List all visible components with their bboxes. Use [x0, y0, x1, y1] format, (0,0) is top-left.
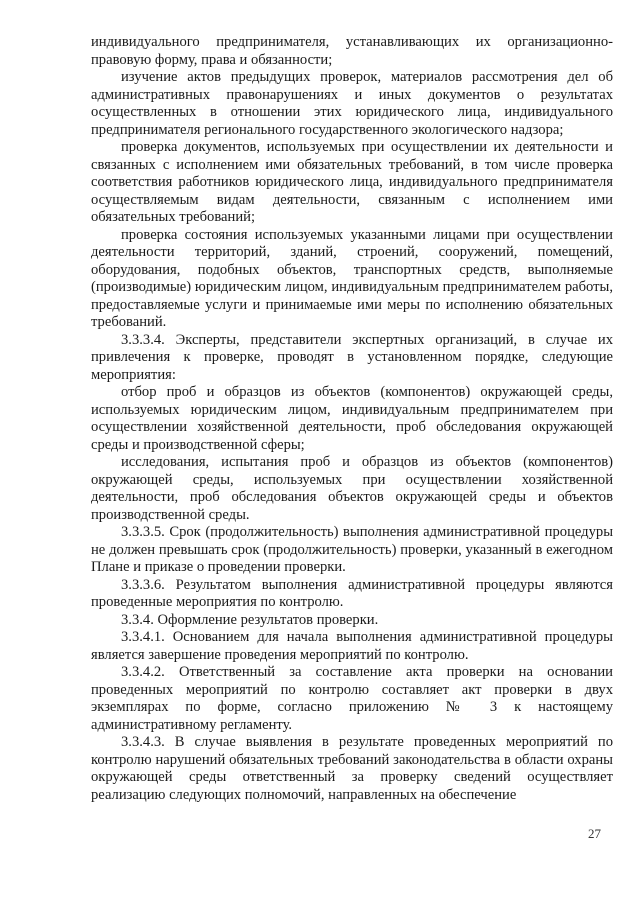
paragraph-11: 3.3.4.1. Основанием для начала выполнения административной процедуры является завершение проведения мероприятий по контролю.: [91, 629, 613, 663]
paragraph-12: 3.3.4.2. Ответственный за составление акта проверки на основании проведенных мероприятий по контролю составляет акт проверки в двух экземплярах по форме, согласно приложению № 3 к настоящему административному регламенту.: [91, 664, 613, 733]
paragraph-9: 3.3.3.6. Результатом выполнения административной процедуры являются проведенные мероприятия по контролю.: [91, 576, 613, 610]
paragraph-7: исследования, испытания проб и образцов из объектов (компонентов) окружающей среды, используемых при осуществлении хозяйственной деятельности, проб обследования объектов окружающей среды и объектов производственной среды.: [91, 454, 613, 523]
paragraph-1: индивидуального предпринимателя, устанавливающих их организационно-правовую форму, права и обязанности;: [91, 34, 613, 68]
paragraph-5: 3.3.3.4. Эксперты, представители экспертных организаций, в случае их привлечения к проверке, проводят в установленном порядке, следующие мероприятия:: [91, 331, 613, 383]
paragraph-3: проверка документов, используемых при осуществлении их деятельности и связанных с исполнением ими обязательных требований, в том числе проверка соответствия работников юридического лица, индивидуального предпринимателя осуществляемым видам деятельности, связанным с исполнением ими обязательных требований;: [91, 139, 613, 225]
paragraph-4: проверка состояния используемых указанными лицами при осуществлении деятельности территорий, зданий, строений, сооружений, помещений, оборудования, подобных объектов, транспортных средств, выполняемые (производимые) юридическим лицом, индивидуальным предпринимателем работы, предоставляемые услуги и принимаемые ими меры по исполнению обязательных требований.: [91, 226, 613, 330]
paragraph-2: изучение актов предыдущих проверок, материалов рассмотрения дел об административных правонарушениях и иных документов о результатах осуществленных в отношении этих юридического лица, индивидуального предпринимателя регионального государственного экологического надзора;: [91, 69, 613, 138]
paragraph-10: 3.3.4. Оформление результатов проверки.: [121, 611, 379, 628]
paragraph-13: 3.3.4.3. В случае выявления в результате проведенных мероприятий по контролю нарушений обязательных требований законодательства в области охраны окружающей среды ответственный за проверку сведений осуществляет реализацию следующих полномочий, направленных на обеспечение: [91, 734, 613, 803]
paragraph-8: 3.3.3.5. Срок (продолжительность) выполнения административной процедуры не должен превышать срок (продолжительность) проверки, указанный в ежегодном Плане и приказе о проведении проверки.: [91, 524, 613, 575]
paragraph-6: отбор проб и образцов из объектов (компонентов) окружающей среды, используемых юридическим лицом, индивидуальным предпринимателем при осуществлении хозяйственной деятельности, проб обследования окружающей среды и производственной сферы;: [91, 384, 613, 453]
body-text: [91, 34, 613, 804]
page-number: 27: [588, 826, 601, 841]
